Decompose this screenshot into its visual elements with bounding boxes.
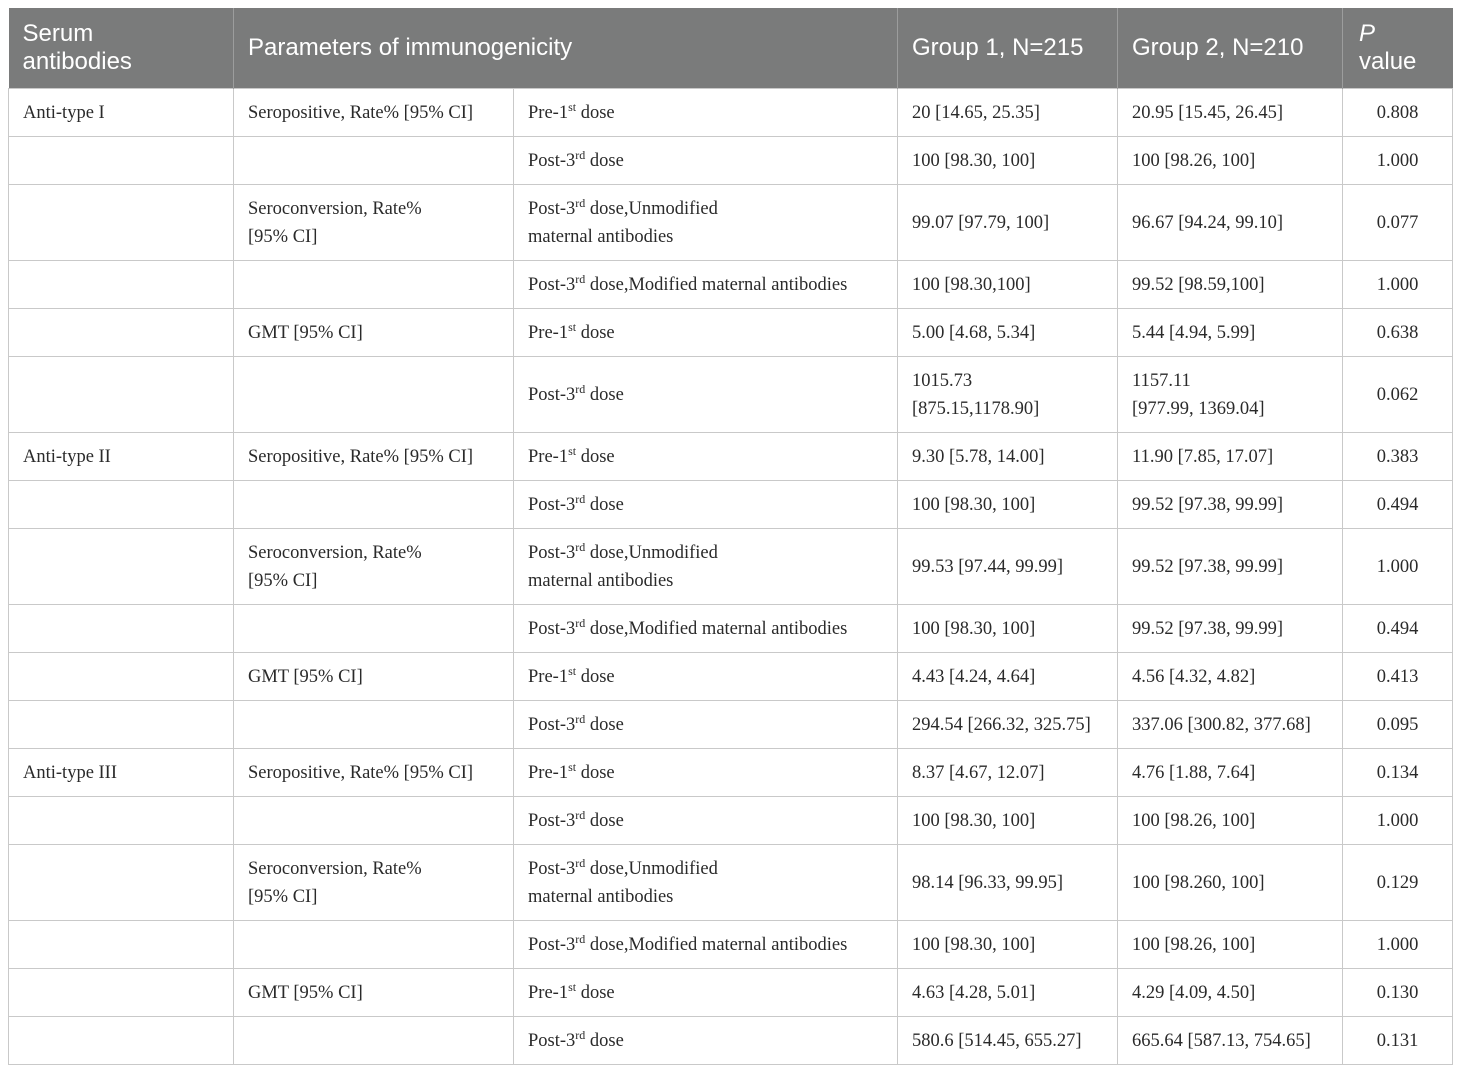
header-group-1: Group 1, N=215 — [898, 8, 1118, 89]
timepoint: Post-3rd dose — [514, 797, 898, 845]
header-group-2: Group 2, N=210 — [1118, 8, 1343, 89]
group-2-value: 99.52 [97.38, 99.99] — [1118, 529, 1343, 605]
group-1-value: 5.00 [4.68, 5.34] — [898, 309, 1118, 357]
timepoint: Pre-1st dose — [514, 653, 898, 701]
table-row — [9, 653, 1453, 701]
timepoint: Pre-1st dose — [514, 89, 898, 137]
header-parameters: Parameters of immunogenicity — [234, 8, 898, 89]
table-row — [9, 749, 1453, 797]
group-2-value: 99.52 [97.38, 99.99] — [1118, 605, 1343, 653]
group-2-value: 4.29 [4.09, 4.50] — [1118, 969, 1343, 1017]
p-value: 0.129 — [1343, 845, 1453, 921]
p-value: 1.000 — [1343, 529, 1453, 605]
group-1-value: 1015.73 [875.15,1178.90] — [898, 357, 1118, 433]
antibody-type: Anti-type III — [9, 749, 234, 797]
table-row — [9, 1017, 1453, 1065]
table-row — [9, 845, 1453, 921]
group-1-value: 9.30 [5.78, 14.00] — [898, 433, 1118, 481]
group-1-value: 99.53 [97.44, 99.99] — [898, 529, 1118, 605]
parameter: Seroconversion, Rate% [95% CI] — [234, 845, 514, 921]
timepoint: Post-3rd dose — [514, 357, 898, 433]
p-value: 0.134 — [1343, 749, 1453, 797]
timepoint: Post-3rd dose — [514, 1017, 898, 1065]
p-value: 1.000 — [1343, 261, 1453, 309]
group-1-value: 100 [98.30, 100] — [898, 797, 1118, 845]
group-2-value: 100 [98.26, 100] — [1118, 137, 1343, 185]
timepoint: Post-3rd dose,Modified maternal antibodies — [514, 921, 898, 969]
p-value: 0.095 — [1343, 701, 1453, 749]
group-2-value: 96.67 [94.24, 99.10] — [1118, 185, 1343, 261]
group-2-value: 100 [98.26, 100] — [1118, 921, 1343, 969]
timepoint: Post-3rd dose — [514, 481, 898, 529]
group-1-value: 100 [98.30, 100] — [898, 137, 1118, 185]
table-row — [9, 261, 1453, 309]
group-1-value: 8.37 [4.67, 12.07] — [898, 749, 1118, 797]
group-2-value: 1157.11 [977.99, 1369.04] — [1118, 357, 1343, 433]
group-1-value: 100 [98.30, 100] — [898, 605, 1118, 653]
group-2-value: 99.52 [97.38, 99.99] — [1118, 481, 1343, 529]
p-value: 1.000 — [1343, 137, 1453, 185]
group-1-value: 4.43 [4.24, 4.64] — [898, 653, 1118, 701]
table-row — [9, 605, 1453, 653]
group-2-value: 100 [98.260, 100] — [1118, 845, 1343, 921]
antibody-type: Anti-type II — [9, 433, 234, 481]
group-1-value: 98.14 [96.33, 99.95] — [898, 845, 1118, 921]
p-value: 0.383 — [1343, 433, 1453, 481]
group-1-value: 294.54 [266.32, 325.75] — [898, 701, 1118, 749]
table-row — [9, 797, 1453, 845]
table-row — [9, 529, 1453, 605]
p-value: 0.062 — [1343, 357, 1453, 433]
timepoint: Post-3rd dose — [514, 137, 898, 185]
timepoint: Pre-1st dose — [514, 749, 898, 797]
group-2-value: 4.76 [1.88, 7.64] — [1118, 749, 1343, 797]
group-1-value: 580.6 [514.45, 655.27] — [898, 1017, 1118, 1065]
timepoint: Post-3rd dose,Unmodified maternal antibodies — [514, 185, 898, 261]
timepoint: Post-3rd dose,Unmodified maternal antibodies — [514, 845, 898, 921]
group-2-value: 99.52 [98.59,100] — [1118, 261, 1343, 309]
parameter: GMT [95% CI] — [234, 969, 514, 1017]
p-value: 0.413 — [1343, 653, 1453, 701]
p-value: 1.000 — [1343, 921, 1453, 969]
group-1-value: 100 [98.30,100] — [898, 261, 1118, 309]
timepoint: Post-3rd dose,Modified maternal antibodies — [514, 261, 898, 309]
group-2-value: 337.06 [300.82, 377.68] — [1118, 701, 1343, 749]
header-row — [9, 8, 1453, 89]
group-2-value: 11.90 [7.85, 17.07] — [1118, 433, 1343, 481]
p-value: 0.494 — [1343, 605, 1453, 653]
parameter: Seropositive, Rate% [95% CI] — [234, 89, 514, 137]
timepoint: Pre-1st dose — [514, 969, 898, 1017]
table-row — [9, 481, 1453, 529]
parameter: GMT [95% CI] — [234, 309, 514, 357]
immunogenicity-table-container — [8, 8, 1452, 1065]
group-2-value: 665.64 [587.13, 754.65] — [1118, 1017, 1343, 1065]
parameter: Seropositive, Rate% [95% CI] — [234, 749, 514, 797]
timepoint: Post-3rd dose — [514, 701, 898, 749]
table-row — [9, 309, 1453, 357]
timepoint: Pre-1st dose — [514, 309, 898, 357]
group-1-value: 100 [98.30, 100] — [898, 481, 1118, 529]
table-row — [9, 433, 1453, 481]
parameter: GMT [95% CI] — [234, 653, 514, 701]
p-value: 0.130 — [1343, 969, 1453, 1017]
table-row — [9, 89, 1453, 137]
table-header — [9, 8, 1453, 89]
table-body — [9, 89, 1453, 1065]
p-value: 0.808 — [1343, 89, 1453, 137]
table-row — [9, 185, 1453, 261]
header-p-value: P value — [1343, 8, 1453, 89]
table-row — [9, 701, 1453, 749]
group-2-value: 100 [98.26, 100] — [1118, 797, 1343, 845]
p-value: 0.638 — [1343, 309, 1453, 357]
immunogenicity-table — [8, 8, 1453, 1065]
table-row — [9, 921, 1453, 969]
antibody-type: Anti-type I — [9, 89, 234, 137]
table-row — [9, 969, 1453, 1017]
parameter: Seroconversion, Rate% [95% CI] — [234, 529, 514, 605]
group-1-value: 100 [98.30, 100] — [898, 921, 1118, 969]
table-row — [9, 137, 1453, 185]
parameter: Seropositive, Rate% [95% CI] — [234, 433, 514, 481]
p-value: 1.000 — [1343, 797, 1453, 845]
group-1-value: 20 [14.65, 25.35] — [898, 89, 1118, 137]
header-serum-antibodies: Serum antibodies — [9, 8, 234, 89]
p-value: 0.131 — [1343, 1017, 1453, 1065]
group-2-value: 20.95 [15.45, 26.45] — [1118, 89, 1343, 137]
group-1-value: 4.63 [4.28, 5.01] — [898, 969, 1118, 1017]
p-value: 0.077 — [1343, 185, 1453, 261]
timepoint: Post-3rd dose,Unmodified maternal antibodies — [514, 529, 898, 605]
group-2-value: 4.56 [4.32, 4.82] — [1118, 653, 1343, 701]
p-value: 0.494 — [1343, 481, 1453, 529]
group-2-value: 5.44 [4.94, 5.99] — [1118, 309, 1343, 357]
parameter: Seroconversion, Rate% [95% CI] — [234, 185, 514, 261]
timepoint: Pre-1st dose — [514, 433, 898, 481]
group-1-value: 99.07 [97.79, 100] — [898, 185, 1118, 261]
table-row — [9, 357, 1453, 433]
timepoint: Post-3rd dose,Modified maternal antibodies — [514, 605, 898, 653]
